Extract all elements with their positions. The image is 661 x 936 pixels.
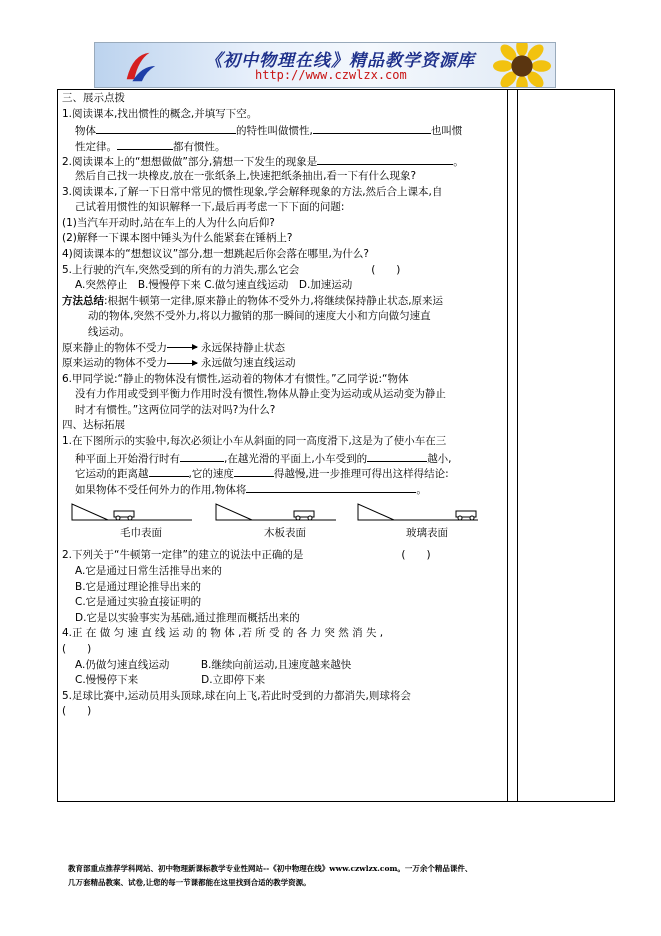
section-heading: 四、达标拓展 xyxy=(62,419,125,432)
question-text: 4.正 在 做 匀 速 直 线 运 动 的 物 体 ,若 所 受 的 各 力 突 然 消 失 , xyxy=(62,627,384,640)
arrow-right-icon xyxy=(167,347,197,348)
option-item[interactable]: A.它是通过日常生活推导出来的 xyxy=(75,565,222,578)
main-content xyxy=(62,91,502,720)
options-text: C.慢慢停下来 D.立即停下来 xyxy=(75,674,266,687)
column-divider xyxy=(507,90,508,801)
rule-line: 原来静止的物体不受力 永远保持静止状态 xyxy=(62,341,285,354)
question-text: 1.在下图所示的实验中,每次必须让小车从斜面的同一高度滑下,这是为了使小车在三 xyxy=(62,435,447,448)
rule-line: 原来运动的物体不受力 永远做匀速直线运动 xyxy=(62,357,296,370)
question-text: 6.甲同学说:“静止的物体没有惯性,运动着的物体才有惯性。”乙同学说:“物体 xyxy=(62,372,409,385)
header-banner xyxy=(94,42,556,88)
surface-label: 玻璃表面 xyxy=(406,527,448,540)
answer-blank[interactable] xyxy=(180,450,224,462)
question-text: 3.阅读课本,了解一下日常中常见的惯性现象,学会解释现象的方法,然后合上课本,自 xyxy=(62,185,443,198)
answer-blank[interactable] xyxy=(96,122,236,134)
footer-line: 教育部重点推荐学科网站、初中物理新课标教学专业性网站--《初中物理在线》www.czwlzx.com。一万余个精品课件、 xyxy=(68,864,473,873)
option-item[interactable]: C.它是通过实验直接证明的 xyxy=(75,596,202,609)
answer-blank[interactable] xyxy=(234,465,274,477)
surface-label: 木板表面 xyxy=(264,527,306,540)
answer-blank[interactable] xyxy=(317,153,453,165)
question-text: 物体 的特性叫做惯性, 也叫惯 xyxy=(62,122,502,138)
question-text: 没有力作用或受到平衡力作用时没有惯性,物体从静止变为运动或从运动变为静止 xyxy=(75,388,446,401)
arrow-right-icon xyxy=(167,363,197,364)
question-text: 种平面上开始滑行时有 ,在越光滑的平面上,小车受到的 越小, xyxy=(62,450,502,466)
incline-diagram xyxy=(62,498,492,544)
answer-paren[interactable]: ( ) xyxy=(62,643,92,655)
experiment-figure xyxy=(62,498,502,544)
answer-blank[interactable] xyxy=(117,138,173,150)
question-text: 己试着用惯性的知识解释一下,最后再考虑一下下面的问题: xyxy=(75,201,345,214)
question-text: 1.阅读课本,找出惯性的概念,并填写下空。 xyxy=(62,107,258,120)
footer xyxy=(68,862,608,890)
section-heading: 三、展示点拨 xyxy=(62,92,125,104)
question-text: (1)当汽车开动时,站在车上的人为什么向后仰? xyxy=(62,216,275,229)
options-text: A.仍做匀速直线运动 B.继续向前运动,且速度越来越快 xyxy=(75,658,352,671)
worksheet-table xyxy=(57,89,615,802)
question-text: 时才有惯性。”这两位同学的法对吗?为什么? xyxy=(75,403,276,416)
question-text: 它运动的距离越 ,它的速度 得越慢,进一步推理可得出这样得结论: xyxy=(62,465,502,481)
answer-blank[interactable] xyxy=(313,122,431,134)
logo-icon xyxy=(121,47,159,85)
answer-paren[interactable]: ( ) xyxy=(62,705,92,718)
options-text: A.突然停止 B.慢慢停下来 C.做匀速直线运动 D.加速运动 xyxy=(75,279,353,292)
answer-blank[interactable] xyxy=(367,450,427,462)
question-text: 如果物体不受任何外力的作用,物体将 。 xyxy=(62,481,502,497)
question-text: 5.上行驶的汽车,突然受到的所有的力消失,那么它会 ( ) xyxy=(62,263,401,276)
method-summary: 方法总结:根据牛顿第一定律,原来静止的物体不受外力,将继续保持静止状态,原来运 xyxy=(62,294,444,307)
banner-url[interactable]: http://www.czwlzx.com xyxy=(255,68,407,82)
question-text: 然后自己找一块橡皮,放在一张纸条上,快速把纸条抽出,看一下有什么现象? xyxy=(75,169,417,182)
question-text: 2.阅读课本上的“想想做做”部分,猜想一下发生的现象是 。 xyxy=(62,153,502,169)
method-summary: 动的物体,突然不受外力,将以力撤销的那一瞬间的速度大小和方向做匀速直 xyxy=(88,310,431,323)
column-divider xyxy=(517,90,518,801)
answer-blank[interactable] xyxy=(246,481,416,493)
answer-paren[interactable]: ( ) xyxy=(401,549,431,562)
method-summary: 线运动。 xyxy=(88,325,130,338)
question-text: 2.下列关于“牛顿第一定律”的建立的说法中正确的是 ( ) xyxy=(62,549,431,562)
question-text: 4)阅读课本的“想想议议”部分,想一想跳起后你会落在哪里,为什么? xyxy=(62,247,369,260)
surface-label: 毛巾表面 xyxy=(120,527,162,540)
answer-paren[interactable]: ( ) xyxy=(371,263,401,276)
question-text: (2)解释一下课本图中锤头为什么能紧套在锤柄上? xyxy=(62,232,293,245)
question-text: 性定律。 都有惯性。 xyxy=(62,138,502,154)
sunflower-icon xyxy=(493,42,551,88)
footer-line: 几万套精品教案、试卷,让您的每一节课都能在这里找到合适的教学资源。 xyxy=(68,878,311,887)
banner-title: 《初中物理在线》精品教学资源库 xyxy=(205,51,475,71)
option-item[interactable]: B.它是通过理论推导出来的 xyxy=(75,580,202,593)
option-item[interactable]: D.它是以实验事实为基础,通过推理而概括出来的 xyxy=(75,611,300,624)
question-text: 5.足球比赛中,运动员用头顶球,球在向上飞,若此时受到的力都消失,则球将会 xyxy=(62,689,411,702)
answer-blank[interactable] xyxy=(149,465,189,477)
